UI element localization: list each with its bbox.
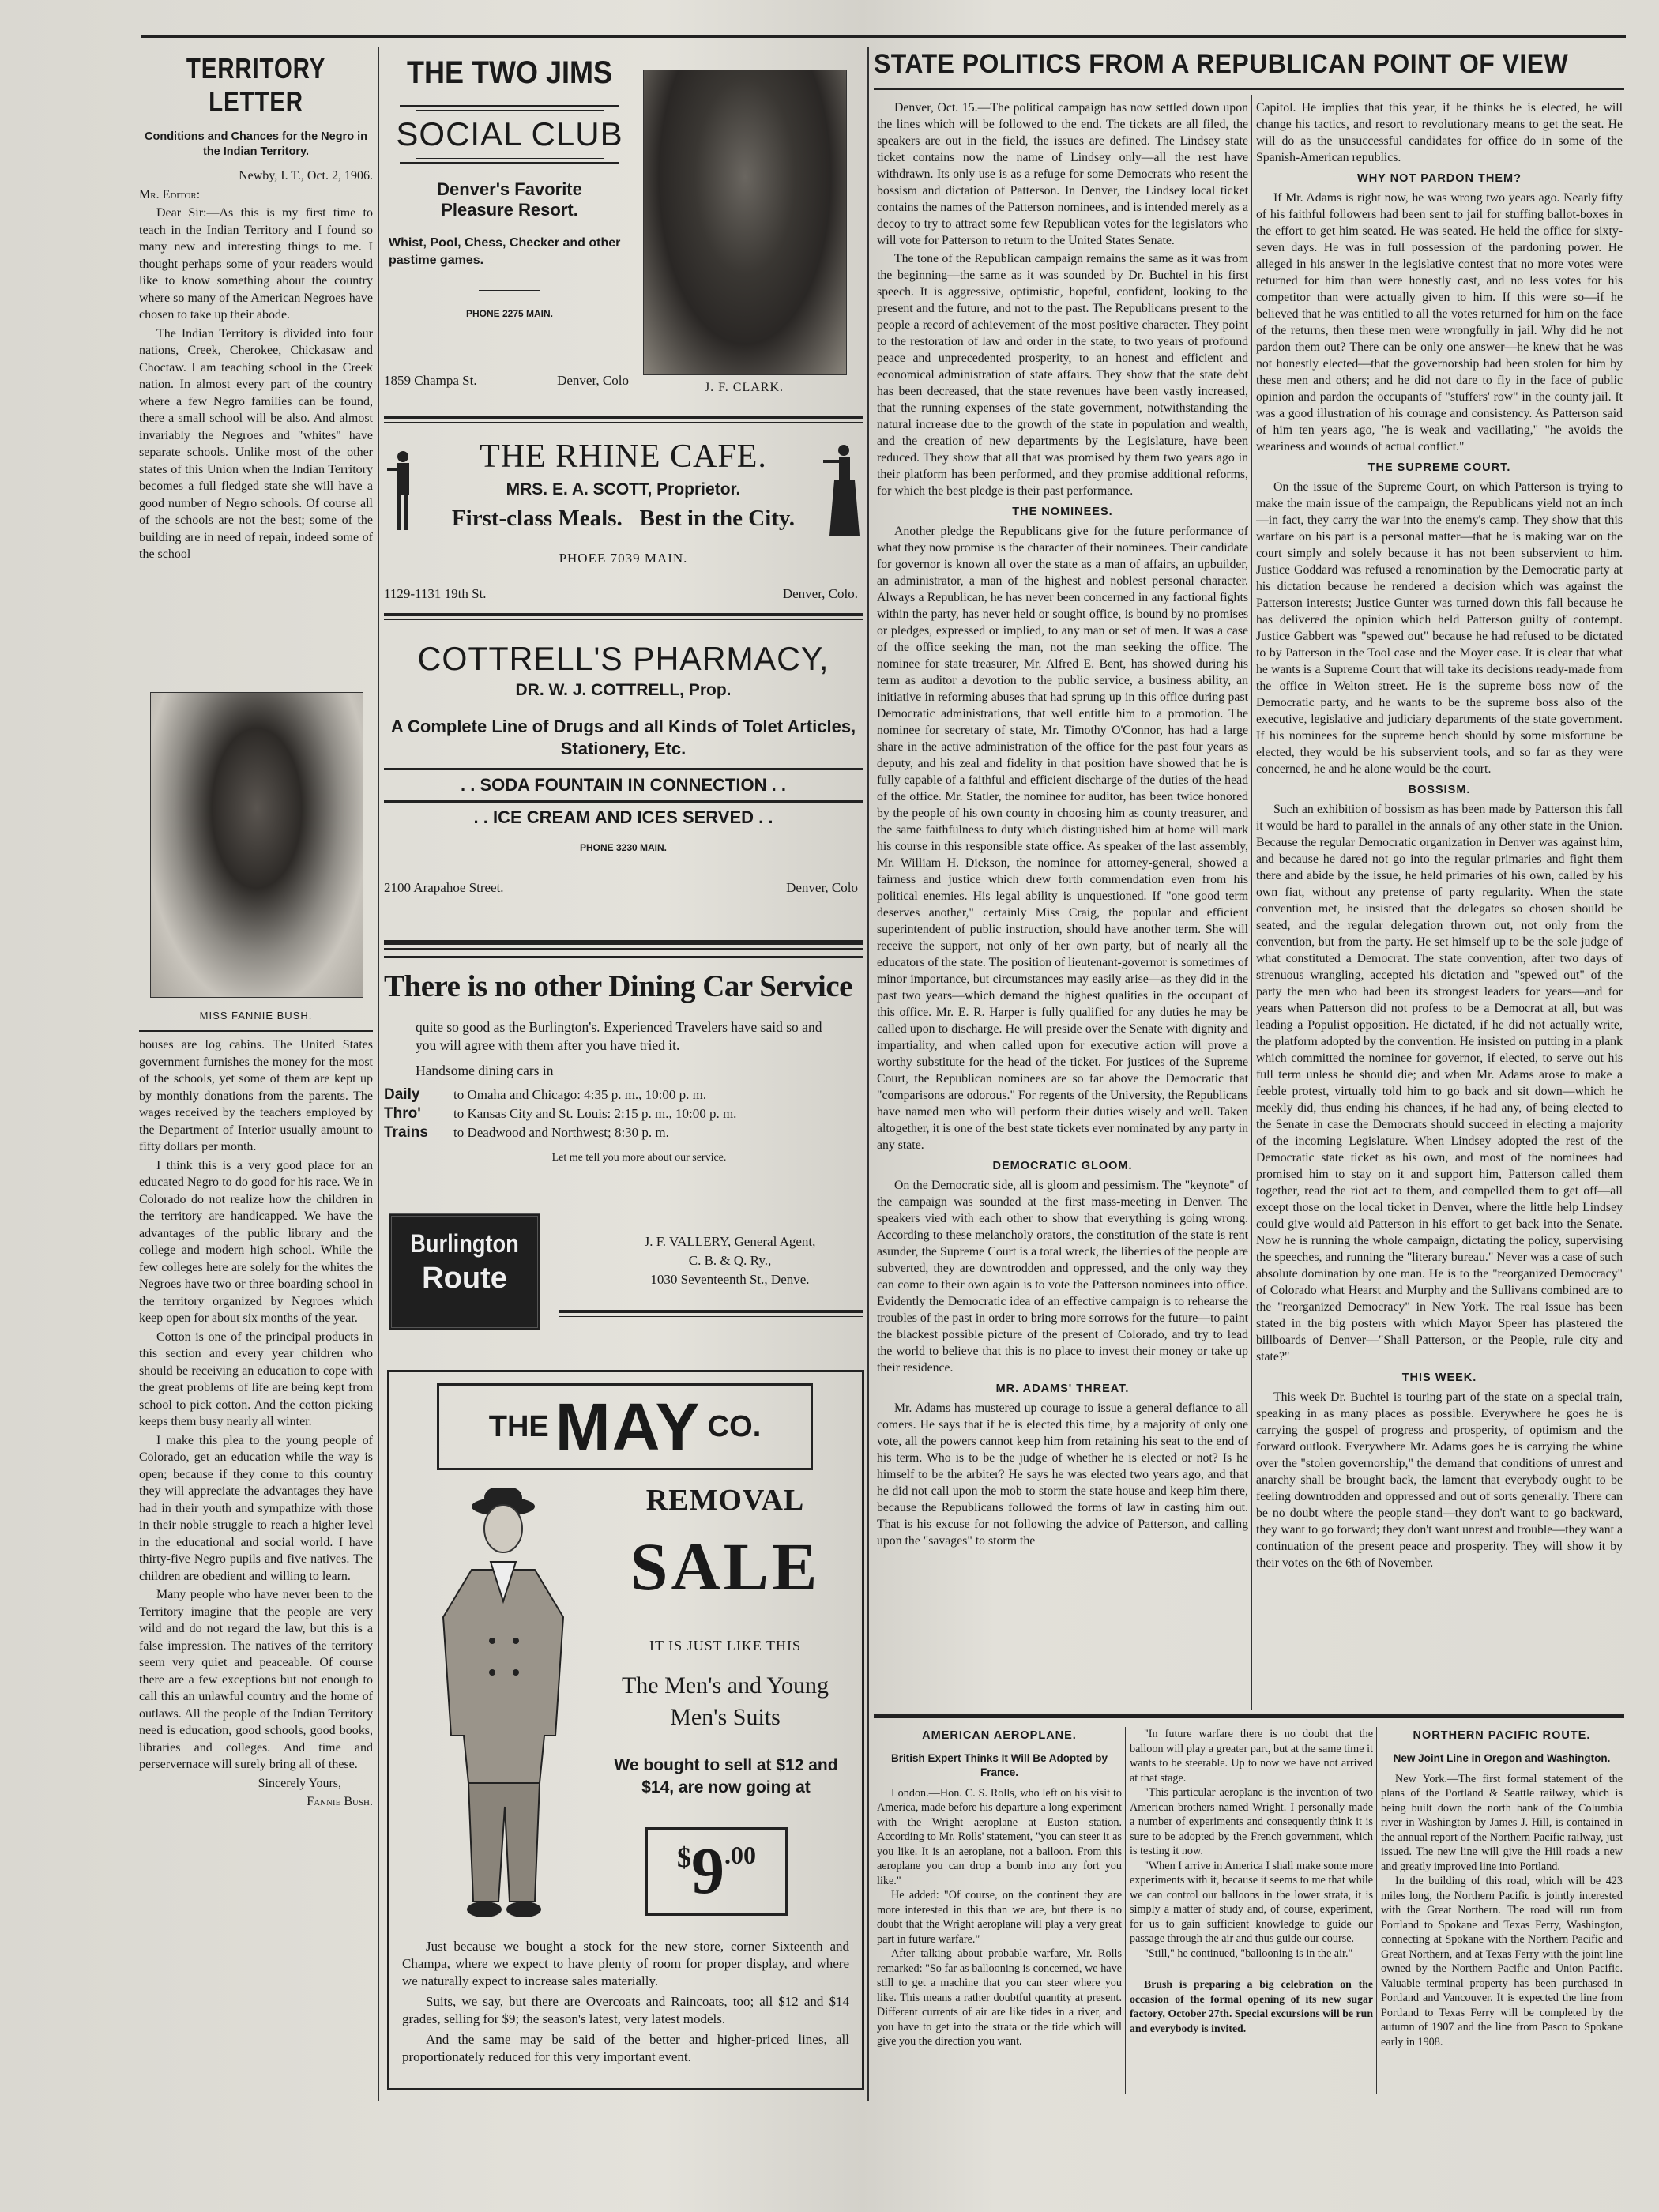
politics-paragraph: The tone of the Republican campaign remains the same as it was from the beginning—the same as it was sounded by Dr. Buchtel in his first speech. It is aggressive, optimistic, hopeful, confident, looking to the present and the future, and not to the past. The Republicans present to the people a record of achievement of the most positive character. They point to the restoration of law and order in the state, to two years of profound peace and unprecedented prosperity, to an honest and efficient and economical administration of state affairs. They show that the state debt has been decreased, that the state revenues have been vastly increased, that the running expenses of the state government, notwithstanding the natural increase due to the growth of the state in population and wealth, and the creation of new departments by the Legislature, have been reduced. They show that all that was promised by them two years ago in their platform has been performed, and they promise additional reforms, for which the best pledge is their past performance. <box>877 252 1248 498</box>
price-whole: 9 <box>691 1834 724 1908</box>
politics-paragraph: Capitol. He implies that this year, if he thinks he is elected, he will change his tactics, and resort to revolutionary means to get the seat. He will do as the unsuccessful candidates for office do in some of the Spanish-American republics. <box>1256 101 1623 164</box>
column-divider <box>1251 95 1252 1710</box>
letter-paragraph: houses are log cabins. The United States government furnishes the money for the most of the schools, yet some of them are kept up by monthly donations from the parents. The wages received by the teachers employed by the Department of Interior usually amount to fifty dollars per month. <box>139 1038 373 1153</box>
trains-label: Trains <box>384 1124 428 1141</box>
two-jims-tagline: Pleasure Resort. <box>441 200 578 220</box>
waitress-illustration-right <box>823 442 860 537</box>
subhead-this-week: THIS WEEK. <box>1401 1371 1477 1384</box>
may-co-may: MAY <box>555 1389 702 1464</box>
route-deadwood: to Deadwood and Northwest; 8:30 p. m. <box>453 1125 669 1140</box>
may-co-banner <box>437 1383 813 1470</box>
rhine-cafe-ad <box>384 427 863 616</box>
burlington-route-logo <box>389 1213 540 1330</box>
aeroplane-paragraph: "Still," he continued, "ballooning is in the air." <box>1144 1947 1353 1960</box>
burlington-agent: J. F. VALLERY, General Agent, <box>644 1234 816 1249</box>
suits-line-2: Men's Suits <box>670 1704 781 1730</box>
bought-text: We bought to sell at $12 and $14, are now going at <box>614 1756 838 1796</box>
letter-paragraph: The Indian Territory is divided into four nations, Creek, Cherokee, Chickasaw and Choctaw. I am teaching school in the Creek nation. In almost every part of the country where a few Negro families can be found, there a small school will be also. And almost invariably the Negroes and "whites" have separate schools. Unlike most of the other states of this Union when the Indian Territory becomes a full fledged state she will have a good number of Negro schools. Of course all of the schools are not the best; some of the building are in need of repair, indeed some of the school <box>139 326 373 561</box>
northern-pacific-heading: NORTHERN PACIFIC ROUTE. <box>1413 1729 1591 1742</box>
removal-heading: REMOVAL <box>645 1484 805 1517</box>
politics-paragraph: Denver, Oct. 15.—The political campaign has now settled down upon the lines which will be followed to the end. The tickets are all filed, the speakers are out in the field, the issues are defined. The Lindsey state ticket contains now the name of Lindsey only—all the rest have withdrawn. Its only use is as a refuge for some Democrats who resent the bossism and dictation of Patterson. In Denver, the Lindsey local ticket contains the names of the Patterson nominees, and is intended merely as a decoy to try to attract some few Republican votes for the legislators who will vote for Patterson to return to the United States Senate. <box>877 101 1248 247</box>
dateline: Newby, I. T., Oct. 2, 1906. <box>239 169 373 182</box>
subhead-bossism: BOSSISM. <box>1408 784 1471 796</box>
two-jims-phone: PHONE 2275 MAIN. <box>465 308 554 319</box>
two-jims-games: Whist, Pool, Chess, Checker and other pastime games. <box>389 236 621 267</box>
section-rule <box>874 1714 1624 1718</box>
subhead-nominees: THE NOMINEES. <box>1012 506 1113 518</box>
pharmacy-proprietor: DR. W. J. COTTRELL, Prop. <box>515 681 732 699</box>
social-club-heading: SOCIAL CLUB <box>396 115 623 152</box>
may-co-the: THE <box>488 1409 549 1443</box>
burlington-dining: Handsome dining cars in <box>416 1063 554 1078</box>
burlington-ad <box>384 962 863 1341</box>
aeroplane-paragraph: "This particular aeroplane is the invention of two American brothers named Wright. I personally made a number of experiments and consequently think it is sure to be adopted by the French government, which is testing it now. <box>1130 1786 1373 1857</box>
aeroplane-heading: AMERICAN AEROPLANE. <box>922 1729 1077 1742</box>
letter-paragraph: I make this plea to the young people of Colorado, get an education while the way is open; because if they come to this country they will appreciate the advantages they have had in their youth and sympathize with those in their noble struggle to reach a higher level in the educational and social world. I have thirty-five Negro pupils and five natives. The children are obedient and willing to learn. <box>139 1433 373 1583</box>
aeroplane-paragraph: "In future warfare there is no doubt that the balloon will play a greater part, but at the same time it wants to be steerable. Up to now we have not arrived at that stage. <box>1130 1728 1373 1785</box>
two-jims-city: Denver, Colo <box>557 373 629 388</box>
politics-paragraph: Mr. Adams has mustered up courage to issue a general defiance to all comers. He says that if he is elected this time, by a majority of only one vote, all the powers cannot keep him from retaining his seat to the end of his term. Who is to be the judge of whether he is elected or not? Is he himself to be the arbiter? He says he was elected two years ago, and that he did not call upon the mob to storm the state house and keep him there, because the Republicans followed the forms of law in casting him out. That is his excuse for not following the advice of Patterson, and calling upon the "savages" to storm the <box>877 1401 1248 1548</box>
column-divider <box>378 47 379 2101</box>
politics-headline: STATE POLITICS FROM A REPUBLICAN POINT OF VIEW <box>874 49 1569 79</box>
price-dollar-sign: $ <box>677 1841 691 1873</box>
rhine-cafe-city: Denver, Colo. <box>782 586 858 601</box>
rhine-cafe-slogan: First-class Meals. Best in the City. <box>451 506 796 531</box>
pharmacy-city: Denver, Colo <box>786 880 858 895</box>
letter-signature: Fannie Bush. <box>307 1795 373 1808</box>
rhine-cafe-address: 1129-1131 19th St. <box>384 586 487 601</box>
may-co-body: Just because we bought a stock for the new store, corner Sixteenth and Champa, where we expect to have plenty of room for proper display, and where we naturally expect to increase sales materially. <box>402 1939 849 1988</box>
aeroplane-subheading: British Expert Thinks It Will Be Adopted by France. <box>891 1751 1108 1778</box>
salutation: Mr. Editor: <box>139 187 201 201</box>
two-jims-title: THE TWO JIMS <box>406 55 612 90</box>
territory-letter-title: TERRITORY LETTER <box>186 52 326 118</box>
aeroplane-article-continued <box>1130 1727 1373 2094</box>
subhead-gloom: DEMOCRATIC GLOOM. <box>992 1160 1133 1172</box>
route-kansas: to Kansas City and St. Louis: 2:15 p. m., 10:00 p. m. <box>453 1106 737 1121</box>
waiter-illustration-left <box>387 449 419 536</box>
territory-letter-continued <box>139 1036 373 2095</box>
thro-label: Thro' <box>384 1105 421 1122</box>
subhead-pardon: WHY NOT PARDON THEM? <box>1357 172 1522 185</box>
may-co-body: Suits, we say, but there are Overcoats and Raincoats, too; all $12 and $14 grades, selling for $9; the season's latest, very latest models. <box>402 1994 849 2026</box>
rhine-cafe-proprietor: MRS. E. A. SCOTT, Proprietor. <box>506 480 741 498</box>
politics-paragraph: On the issue of the Supreme Court, on which Patterson is trying to make the main issue of the campaign, the Republicans yield not an inch—in fact, they carry the war into the enemy's camp. They show that this warfare on his part is a personal matter—that he is making war on the court simply and solely because it has not been subservient to him. Justice Goddard was refused a renomination by the Democratic party at his dictation because he rendered a decision which was against the Patterson interests; Justice Gunter was turned down this fall because he has delivered the opinion which held Patterson guilty of contempt. Justice Gabbert was "spewed out" because he had refused to be dictated to by Patterson in the Tool case and the Moyer case. It is clear that what he wants is a Supreme Court that will take its decisions ready-made from the office in Welton street. He is the supreme boss now of the Democratic party, and he wants to be the supreme boss also of the executive, legislative and judiciary departments of the state government. If his nominees for the supreme bench should by some misfortune be elected, they would be his subservient tools, and so far as they were concerned, he and he alone would be the court. <box>1256 480 1623 776</box>
letter-paragraph: Cotton is one of the principal products in this section and every year children who should be receiving an education to cope with the great problems of life are being kept from school to pick cotton. And the cotton picking keeps them busy nearly all winter. <box>139 1330 373 1428</box>
logo-word-route: Route <box>422 1262 507 1295</box>
rhine-cafe-title: THE RHINE CAFE. <box>480 438 767 475</box>
subhead-threat: MR. ADAMS' THREAT. <box>995 1382 1130 1395</box>
letter-paragraph: Many people who have never been to the Territory imagine that the people are very wild and do not regard the law, but this is a false impression. The natives of the territory seem very quiet and peaceable. Of course there are a few exceptions but not enough to call this an unlawful country and the home of outlaws. All the people of the Indian Territory need is education, good schools, good books, libraries and colleges. And time and perservernace will surely bring all of these. <box>139 1588 373 1771</box>
politics-column-right <box>1256 100 1623 1707</box>
two-jims-tagline: Denver's Favorite <box>437 179 582 199</box>
two-jims-ad <box>384 47 635 403</box>
politics-paragraph: Such an exhibition of bossism as has been made by Patterson this fall it would be hard to parallel in the annals of any other state in the Union. Because the regular Democratic organization in Denver was against him, and because he dared not go into the regular primaries and fight them there and abide by the issue, he held primaries of his own, called by his own fiat, without any pretense of party regularity. When the state convention met, he insisted that the delegates so chosen should be seated, and the regular delegation thrown out, not only from the convention, but from the party. He set himself up to be the sole judge of what constituted a Democrat. The state convention, after two days of strenuous wrangling, accepted his dictation and "spewed out" of the party the men who had been its strongest leaders for years—and for years when Patterson did not profess to be a Democrat at all, but was leading a Populist opposition. He dictated, if he did not actually write, the platform adopted by the convention. He insisted on putting in a plank which committed the nominee for governor, if elected, to serve out his full term unless he should die; and when Mr. Adams arose to make a feeble protest, virtually told him to go back and sit down—which he meekly did, thus ending his chances, if he had any, of being elected to the Senate in case the Democrats should succeed in electing a majority of the incoming Legislature. When Lindsey adopted the rest of the Democratic state ticket as his own, and most of the nominees had promised him to stay on it and support him, Patterson called them together, read the riot act to them, and compelled them to get off—all except those on the local ticket in Denver, where the little help Lindsey could give would aid Patterson in his effort to get back into the Senate. Now he is running the whole campaign, dictating the policy, supervising the speeches, and running the "literary bureau." Never was a case of such absolute domination by one man. He is to the "reorganized Democracy" of Colorado what Hearst and Murphy and the Sullivans combined are to the "reorganized Democracy" in New York. The real issue has been stated in the big posters with which Mayor Speer has plastered the billboards of Denver—"Shall Patterson, or the People, rule city and state?" <box>1256 803 1623 1364</box>
just-like-this: IT IS JUST LIKE THIS <box>649 1638 801 1653</box>
rhine-cafe-phone: PHOEE 7039 MAIN. <box>559 551 688 566</box>
politics-paragraph: On the Democratic side, all is gloom and pessimism. The "keynote" of the campaign was sounded at the first mass-meeting in Denver. The speakers vied with each other to show that everything is going wrong. According to these melancholy orators, the constitution of the state is rent asunder, the Supreme Court is a total wreck, the liberties of the people are subverted, they are downtrodden and oppressed, and the only way they can come to their own again is to vote the Patterson nominees into office. Evidently the Democratic idea of an effective campaign is to rehearse the troubles of the past in order to bring more sorrows for the future—to paint the blackest possible picture of the present of Colorado, and try to lead the world to believe that this is no place to invest their money or take up their residence. <box>877 1179 1248 1375</box>
burlington-tell: Let me tell you more about our service. <box>551 1152 727 1164</box>
photo-caption-jf-clark: J. F. CLARK. <box>704 381 784 394</box>
column-divider <box>1125 1727 1126 2094</box>
aeroplane-paragraph: "When I arrive in America I shall make some more experiments with it, because it seems to me that while we can control our balloons in the lower strata, it is simply a matter of study and, of course, experiment, for us to gain sufficient knowledge to guide our passage through the air and thus guide our course. <box>1130 1859 1373 1945</box>
may-co-co: CO. <box>707 1409 762 1443</box>
portrait-photo-fannie-bush <box>150 692 363 998</box>
price-cents: .00 <box>724 1841 756 1869</box>
photo-caption: MISS FANNIE BUSH. <box>199 1010 313 1021</box>
ad-divider <box>384 940 863 945</box>
pharmacy-address: 2100 Arapahoe Street. <box>384 880 504 895</box>
northern-pacific-paragraph: New York.—The first formal statement of the plans of the Portland & Seattle railway, which is being built down the north bank of the Columbia river in Washington by James J. Hill, is contained in the annual report of the Northern Pacific railway, just issued. The new line will give the Hill roads a new and greatly improved line into Portland. <box>1381 1772 1623 1873</box>
pharmacy-phone: PHONE 3230 MAIN. <box>579 842 668 853</box>
may-co-body: And the same may be said of the better and higher-priced lines, all proportionately reduced for this very important event. <box>402 2032 849 2064</box>
subhead-court: THE SUPREME COURT. <box>1367 461 1511 474</box>
ad-divider <box>384 422 863 423</box>
column-divider <box>867 47 869 2101</box>
aeroplane-paragraph: He added: "Of course, on the continent they are more interested in this than we are, but there is no doubt that the Wright aeroplane will play a very great part in future warfare." <box>877 1889 1122 1946</box>
headline-rule <box>874 88 1624 90</box>
politics-paragraph: This week Dr. Buchtel is touring part of the state on a special train, speaking in as many places as possible. Everywhere he goes he is carrying the gospel of progress and prosperity, of optimism and the forward outlook. Everywhere Mr. Adams goes he is carrying the whine over the "stolen governorship," the demand that conditions of unrest and anarchy shall be brought back, the lament that everybody ought to be feeling downtrodden and oppressed and out of sorts generally. There can be no doubt where the people stand—they don't want to go backward, they want to go forward; they don't want unrest and trouble—they want a continuation of the present peace and prosperity. They will show it by their votes on the 6th of November. <box>1256 1390 1623 1570</box>
ad-divider <box>384 948 863 950</box>
northern-pacific-paragraph: In the building of this road, which will be 423 miles long, the Northern Pacific is jointly interested with the Great Northern. The road will run from Portland to Spokane and Texas Ferry, Washington, connecting at Spokane with the Northern Pacific and Great Northern, and at Texas Ferry with the joint line owned by the Northern Pacific and Union Pacific. Valuable terminal property has been purchased in Portland and Vancouver. It is expected the line from Portland to Texas Ferry will be completed by the autumn of 1907 and the line from Pasco to Spokane early in 1908. <box>1381 1875 1623 2048</box>
column-divider <box>1376 1727 1377 2094</box>
ad-divider <box>384 956 863 958</box>
burlington-company: C. B. & Q. Ry., <box>688 1253 772 1268</box>
suited-man-illustration <box>405 1483 595 1925</box>
price-box <box>645 1827 788 1916</box>
logo-word-burlington: Burlington <box>410 1229 519 1258</box>
territory-letter-subtitle: Conditions and Chances for the Negro in the Indian Territory. <box>145 130 367 158</box>
aeroplane-paragraph: After talking about probable warfare, Mr. Rolls remarked: "So far as ballooning is concerned, we have still to get a machine that you can steer where you like. This means a rather doubtful quantity at present. Different currents of air are like tides in a river, and you have to get into the strata or the tide which will give you the direction you want. <box>877 1947 1122 2048</box>
pharmacy-soda: . . SODA FOUNTAIN IN CONNECTION . . <box>461 775 786 795</box>
ad-divider <box>384 416 863 419</box>
northern-pacific-article <box>1381 1727 1623 2094</box>
politics-paragraph: If Mr. Adams is right now, he was wrong two years ago. Nearly fifty of his faithful followers had been sent to jail for stuffing ballot-boxes in the effort to get him seated. He was seated. He held the office for sixty-seven days. He was in full possession of the pardoning power. He alleged in his answer in the legislative contest that no more votes were returned for him than were honestly cast, and no less votes for his competitor than were actually given to him. If this were so—if he believed that he was entitled to all the votes returned for him on the face of the returns, then these men were wrongfully in jail. Why did he not pardon them out? There can be only one answer—he knew that he was not honestly elected—that the governorship had been stolen for him by these men and others; and he did not dare to fly in the face of public opinion and pardon the occupants of "stuffers' row" in the county jail. It was a good illustration of his courage and consistency. As Patterson said of him ten years ago, "he is weak and vacillating," "he avoids the weariness and wounds of actual conflict." <box>1256 191 1623 453</box>
caption-rule <box>139 1030 373 1032</box>
aeroplane-article <box>877 1727 1122 2094</box>
two-jims-address: 1859 Champa St. <box>384 373 477 388</box>
suits-line-1: The Men's and Young <box>621 1672 830 1698</box>
pharmacy-ice-cream: . . ICE CREAM AND ICES SERVED . . <box>473 807 773 827</box>
politics-column-left <box>877 100 1248 1707</box>
northern-pacific-subheading: New Joint Line in Oregon and Washington. <box>1393 1751 1611 1764</box>
burlington-intro: quite so good as the Burlington's. Experienced Travelers have said so and you will agree with them after you have tried it. <box>416 1019 822 1053</box>
pharmacy-title: COTTRELL'S PHARMACY, <box>417 640 830 677</box>
letter-paragraph: Dear Sir:—As this is my first time to teach in the Indian Territory and I found so many new and interesting things to me. I thought perhaps some of your readers would like to know something about the country where so many of the American Negroes have chosen to take up their abode. <box>139 206 373 322</box>
pharmacy-ad <box>384 626 863 910</box>
letter-closing: Sincerely Yours, <box>258 1776 341 1790</box>
pharmacy-line: A Complete Line of Drugs and all Kinds of Tolet Articles, Stationery, Etc. <box>390 717 856 758</box>
sale-heading: SALE <box>630 1529 821 1604</box>
top-rule <box>141 35 1626 38</box>
burlington-street: 1030 Seventeenth St., Denve. <box>650 1272 810 1287</box>
burlington-headline: There is no other Dining Car Service <box>384 969 852 1003</box>
route-omaha: to Omaha and Chicago: 4:35 p. m., 10:00 p. m. <box>453 1087 707 1102</box>
may-co-ad <box>387 1370 864 2090</box>
politics-paragraph: Another pledge the Republicans give for the future performance of what they now promise is the character of their nominees. Their candidate for governor is known all over the state as a man of affairs, an upbuilder, an administrator, a man of the highest and noblest personal character. Always a Republican, he has never been concerned in any factional fights within the party, has never held or sought office, is bound by no promises or pledges, expressed or implied, to any man or set of men. It was a case of the office seeking the man, not the man seeking the office. The nominee for state treasurer, Mr. Alfred E. Bent, has showed during his term as auditor a devotion to the public service, a business ability, an initiative in reforming abuses that had sprung up in this office during past Democratic administrations, that well entitle him to a promotion. The nominee for secretary of state, Mr. Timothy O'Connor, has had a large share in the active administration of the office for the past four years as deputy, and his zeal and fidelity in that position have showed that he is fully capable of a faithful and efficient discharge of the duties of the head of the office. Mr. Statler, the nominee for auditor, has been twice honored by the people of his own county in choosing him as county treasurer, and the same faithfulness to duty which distinguished him at home will mark his course in this responsible state office. As speaker of the last assembly, Mr. William H. Dickson, the nominee for attorney-general, showed a fairness and justice which drew forth commendation even from his political enemies. His legal ability is unquestioned. If "one good term deserves another," certainly Miss Craig, the popular and efficient superintendent of public instruction, should have another term. She will receive the support, not only of her own party, but of nearly all the educators of the state. The position of lieutenant-governor is sometimes of minor importance, but circumstances may easily arise—as they did in the past two years—which demand the highest qualities in the occupant of this office. Mr. E. R. Harper is fully qualified for any duties he may be called upon to discharge. He will preside over the Senate with dignity and impartiality, and when called upon for executive action will prove a worthy substitute for the head of the ticket. For justices of the Supreme Court, the Republican nominees are so far above the Democratic that "comparisons are odorous." For regents of the University, the Republicans have named men who will perform their duties wisely and well. Taken altogether, it is one of the best state tickets ever nominated by any party in any state. <box>877 525 1248 1152</box>
daily-label: Daily <box>384 1086 420 1103</box>
ad-divider <box>384 619 863 620</box>
aeroplane-paragraph: London.—Hon. C. S. Rolls, who left on his visit to America, made before his departure a long experiment with the Wright aeroplane at Euston station. According to Mr. Rolls' statement, "you can steer it as you like. It is an aeroplane, not a balloon. From this aeroplane you can drop a bomb into any fort you like." <box>877 1786 1122 1887</box>
letter-paragraph: I think this is a very good place for an educated Negro to do good for his race. We in Colorado do not realize how the children in the territory are handicapped. We have the advantages of the public library and the college and modern high school. While the few colleges here are solely for the whites the Negroes have two or three boarding school in the territory organized by Negroes which keep open for about six months of the year. <box>139 1158 373 1325</box>
brush-notice: Brush is preparing a big celebration on the occasion of the formal opening of its new sugar factory, October 27th. Special excursions will be run and everybody is invited. <box>1130 1978 1373 2034</box>
portrait-photo-jf-clark <box>643 70 847 375</box>
ad-divider <box>384 613 863 616</box>
